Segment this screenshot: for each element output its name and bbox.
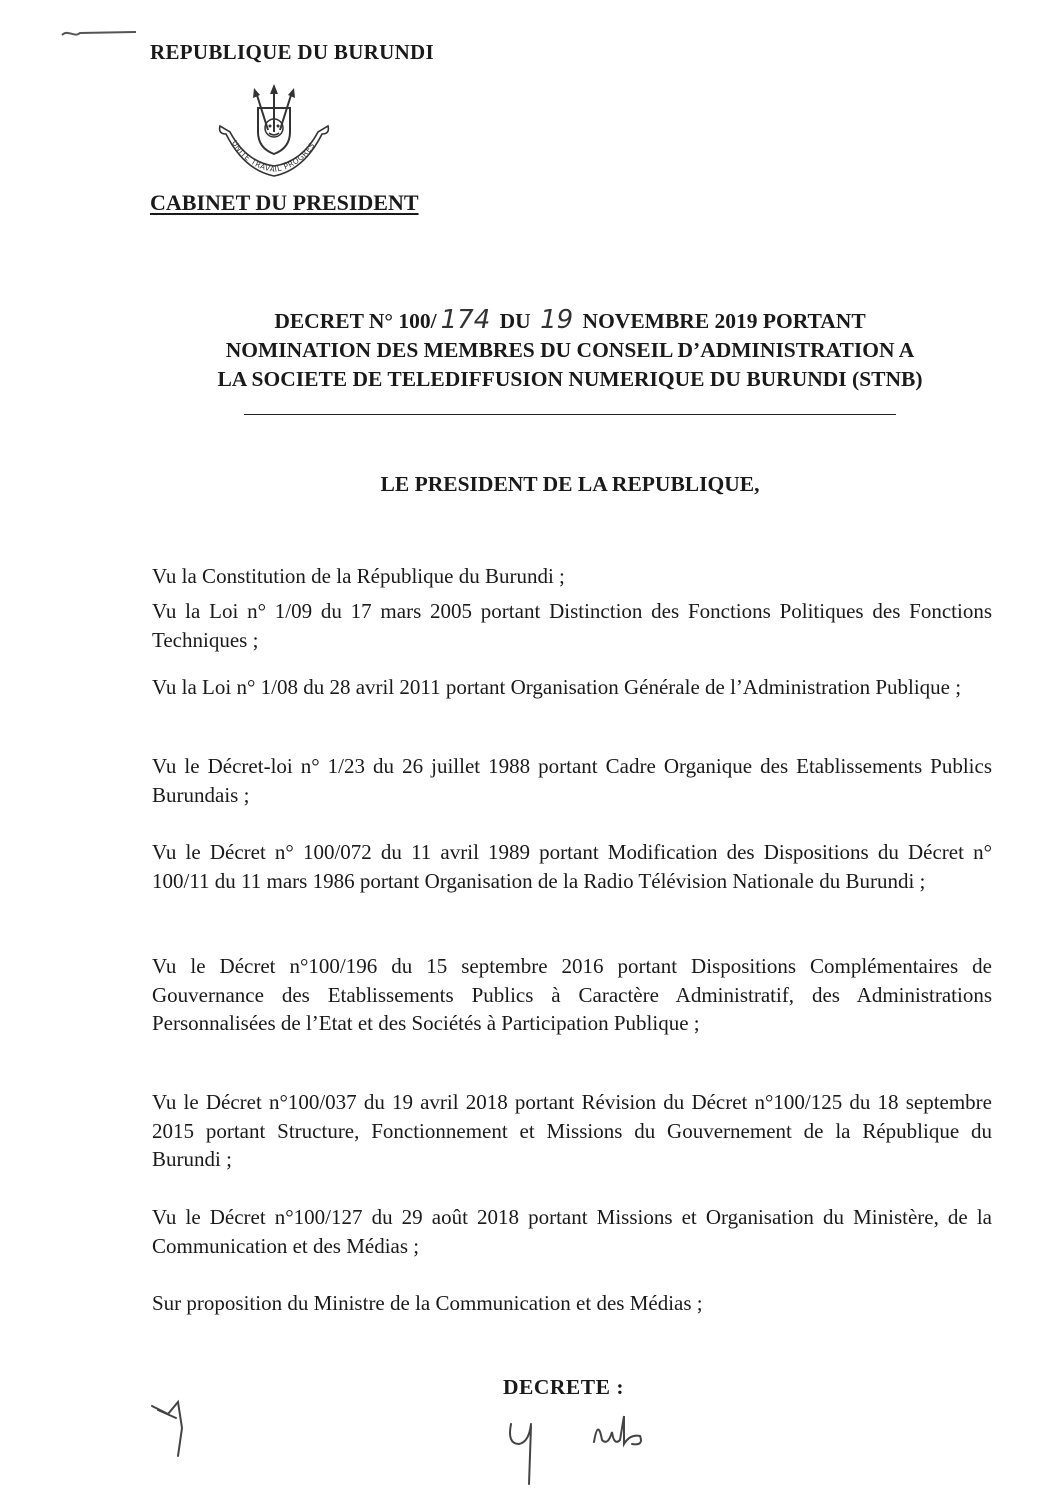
proposal-paragraph: Sur proposition du Ministre de la Communication et des Médias ; — [152, 1291, 703, 1315]
title-line1-rest: NOVEMBRE 2019 PORTANT — [582, 309, 866, 333]
visa-paragraph: Vu la Loi n° 1/09 du 17 mars 2005 portant Distinction des Fonctions Politiques des Fonctions Techniques ; — [152, 599, 992, 652]
cabinet-header: CABINET DU PRESIDENT — [150, 190, 419, 215]
pen-mark-scribble — [60, 26, 138, 42]
decree-title — [150, 306, 990, 394]
handwritten-day: 19 — [540, 305, 574, 335]
visa-paragraph: Vu le Décret n°100/037 du 19 avril 2018 portant Révision du Décret n°100/125 du 18 septembre 2015 portant Structure, Fonctionnement et Missions du Gouvernement de la République du Burundi ; — [152, 1090, 992, 1171]
visa-paragraph: Vu le Décret-loi n° 1/23 du 26 juillet 1988 portant Cadre Organique des Etablissements Publics Burundais ; — [152, 754, 992, 807]
visa-paragraph: Vu le Décret n°100/127 du 29 août 2018 portant Missions et Organisation du Ministère, de la Communication et des Médias ; — [152, 1205, 992, 1258]
country-header: REPUBLIQUE DU BURUNDI — [150, 40, 434, 64]
handwritten-initial-right — [590, 1412, 650, 1452]
handwritten-initial-middle — [505, 1418, 545, 1488]
svg-text:UNITE TRAVAIL PROGRES — [230, 139, 317, 174]
handwritten-initial-left — [148, 1398, 200, 1460]
handwritten-decree-number: 174 — [440, 305, 491, 335]
decrete-heading: DECRETE : — [503, 1375, 624, 1399]
visa-paragraph: Vu le Décret n° 100/072 du 11 avril 1989 portant Modification des Dispositions du Décret n° 100/11 du 11 mars 1986 portant Organisation de la Radio Télévision Nationale du Burundi ; — [152, 840, 992, 893]
visa-paragraph: Vu la Constitution de la République du Burundi ; — [152, 564, 565, 588]
visa-paragraph: Vu la Loi n° 1/08 du 28 avril 2011 portant Organisation Générale de l’Administration Publique ; — [152, 675, 962, 699]
coat-of-arms-emblem — [214, 84, 334, 184]
title-prefix: DECRET N° 100/ — [274, 309, 437, 333]
emblem-motto: UNITE TRAVAIL PROGRES — [229, 138, 317, 175]
title-line-1 — [150, 306, 990, 336]
visa-paragraph: Vu le Décret n°100/196 du 15 septembre 2016 portant Dispositions Complémentaires de Gouvernance des Etablissements Publics à Caractère Administratif, des Administrations Personnalisées de l’Etat et des Sociétés à Participation Publique ; — [152, 954, 992, 1035]
president-heading: LE PRESIDENT DE LA REPUBLIQUE, — [380, 472, 760, 496]
title-line-3: LA SOCIETE DE TELEDIFFUSION NUMERIQUE DU BURUNDI (STNB) — [217, 367, 923, 391]
title-divider — [244, 414, 896, 415]
title-du: DU — [499, 309, 531, 333]
title-line-2: NOMINATION DES MEMBRES DU CONSEIL D’ADMINISTRATION A — [225, 338, 915, 362]
